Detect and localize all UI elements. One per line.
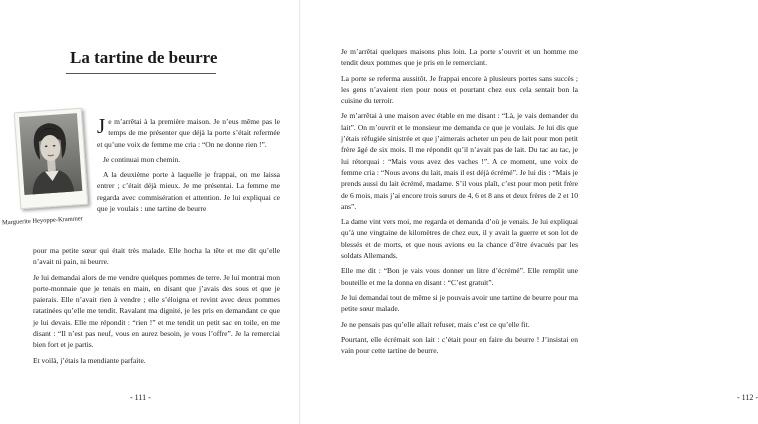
paragraph: Je m’arrêtai quelques maisons plus loin. La porte s’ouvrit et un homme me tendit deux pommes que je pris en le remerciant. — [341, 47, 578, 68]
left-page — [0, 0, 300, 424]
paragraph: La dame vint vers moi, me regarda et demanda d’où je venais. Je lui expliquai qu’à une vingtaine de kilomètres de chez eux, il y avait la guerre et son lot de blessés et de morts, et que nous avions eu la chance d’être évacués par les soldats Allemands. — [341, 217, 578, 261]
paragraph: A la deuxième porte à laquelle je frappai, on me laissa entrer ; c’était déjà mieux. Je me présentai. La femme me regarda avec commisération et attention. Je lui expliquai ce que je voulais : une tartine de beurre — [97, 170, 280, 214]
text-column-bottom — [33, 245, 280, 370]
paragraph: Elle me dit : “Bon je vais vous donner un litre d’écrémé”. Elle remplit une bouteille et me la donna en disant : “C’est gratuit”. — [341, 266, 578, 287]
paragraph: Je continuai mon chemin. — [103, 154, 181, 164]
portrait-illustration — [19, 113, 82, 195]
opening-paragraph — [97, 116, 280, 150]
page-number-right: - 112 - — [737, 393, 758, 402]
text-column-top — [97, 116, 280, 218]
page-number-left: - 111 - — [130, 393, 151, 402]
paragraph-text: e m’arrêtai à la première maison. Je n’eus même pas le temps de me présenter que déjà la porte s’était refermée et qu’une voix de femme me cria : “On ne donne rien !”. — [97, 117, 280, 149]
photo-caption: Marguerite Heyoppe-Krammer — [1, 215, 84, 227]
paragraph: La porte se referma aussitôt. Je frappai encore à plusieurs portes sans succès ; les gens n’avaient rien pour nous et pourtant chez eux cela sentait bon la cuisine du terroir. — [341, 73, 578, 106]
text-column-right — [341, 46, 578, 360]
portrait-photo — [14, 108, 89, 210]
paragraph: Pourtant, elle écrémait son lait : c’était pour en faire du beurre ! J’insistai en vain pour cette tartine de beurre. — [341, 334, 578, 356]
paragraph: Je lui demandai alors de me vendre quelques pommes de terre. Je lui montrai mon porte-monnaie que je tenais en main, en disant que j’avais des sous et que je paierais. Elle n’avait rien à vendre ; elle s’éloigna et revint avec deux pommes ratatinées qu’elle me tendit. Ravalant ma dignité, je les pris en demandant ce que je lui devais. Elle me répondit : “rien !” et me tendit un petit sac en toile, en me disant : “Il n’est pas neuf, vous en aurez besoin, je vous l’offre”. Je la remerciai bien fort et je partis. — [33, 272, 280, 350]
portrait-image — [19, 113, 82, 195]
paragraph: Je lui demandai tout de même si je pouvais avoir une tartine de beurre pour ma petite sœur malade. — [341, 292, 578, 314]
paragraph: Et voilà, j’étais la mendiante parfaite. — [33, 355, 146, 365]
title-underline — [66, 73, 216, 74]
paragraph: Je ne pensais pas qu’elle allait refuser, mais c’est ce qu’elle fit. — [341, 319, 530, 329]
paragraph: Je m’arrêtai à une maison avec étable en me disant : “Là, je vais demander du lait”. On m’ouvrit et le monsieur me demanda ce que je voulais. Je lui dis que j’étais réfugiée sinistrée et que j’aimerais acheter un peu de lait pour mon petit frère âgé de six mois. Il me répondit qu’il n’avait pas de lait. Du tac au tac, je lui rétorquai : “Mais vous avez des vaches !”. A ce moment, une voix de femme cria : “Nous avons du lait, mais il est déjà écrémé”. Je lui dis : “Mais je prends aussi du lait écrémé, madame. S’il vous plaît, c’est pour mon petit frère de 6 mois, mais j’ai encore trois sœurs de 4, 6 et 8 ans et deux frères de 2 et 10 ans”. — [341, 111, 578, 211]
drop-cap: J — [97, 114, 106, 138]
chapter-title: La tartine de beurre — [70, 48, 218, 67]
paragraph: pour ma petite sœur qui était très malade. Elle hocha la tête et me dit qu’elle n’avait ni pain, ni beurre. — [33, 246, 280, 267]
